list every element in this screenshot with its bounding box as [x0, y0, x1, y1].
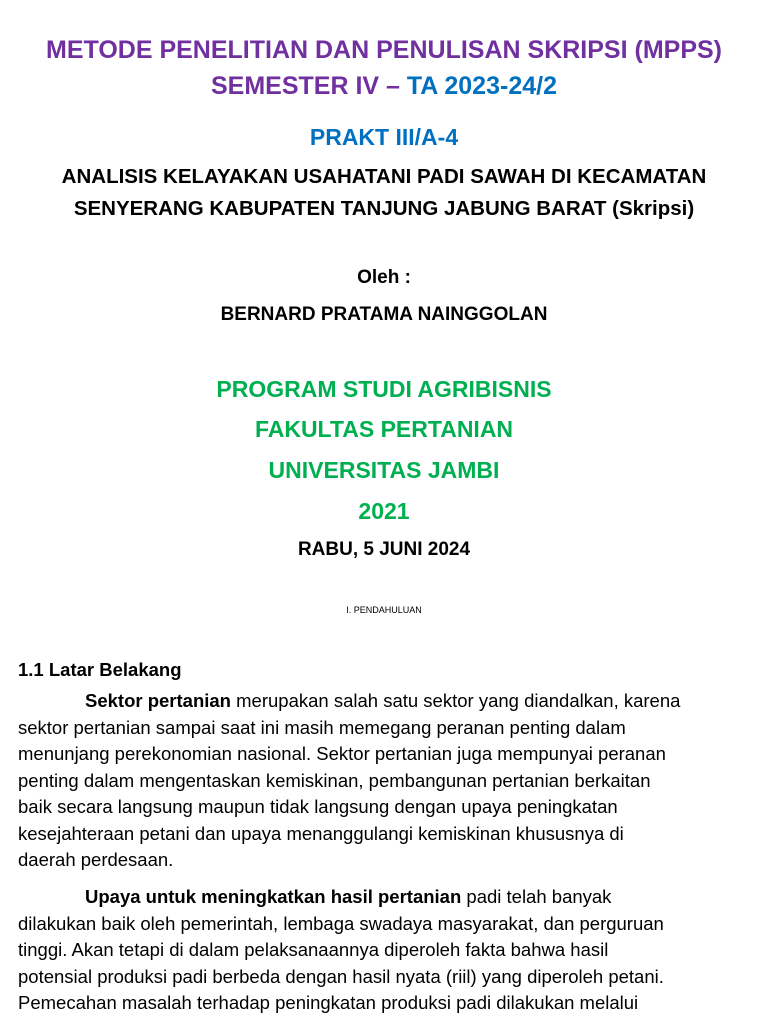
- practicum-code: PRAKT III/A-4: [309, 124, 459, 150]
- paragraph-2: [18, 884, 756, 1017]
- study-program: PROGRAM STUDI AGRIBISNIS: [216, 376, 552, 402]
- thesis-title-line-1: ANALISIS KELAYAKAN USAHATANI PADI SAWAH DI KECAMATAN: [61, 165, 707, 188]
- chapter-title: I. PENDAHULUAN: [346, 605, 422, 615]
- paragraph-line: dilakukan baik oleh pemerintah, lembaga swadaya masyarakat, dan perguruan: [18, 912, 664, 934]
- paragraph-lead: Sektor pertanian: [85, 690, 231, 711]
- thesis-title-line-2: SENYERANG KABUPATEN TANJUNG JABUNG BARAT (Skripsi): [73, 197, 695, 220]
- thesis-title: [0, 161, 768, 225]
- paragraph-line: Sektor pertanian merupakan salah satu sektor yang diandalkan, karena: [85, 690, 681, 711]
- academic-year: TA 2023-24/2: [406, 72, 557, 100]
- faculty: FAKULTAS PERTANIAN: [254, 416, 514, 442]
- paragraph-line: tinggi. Akan tetapi di dalam pelaksanaannya diperoleh fakta bahwa hasil: [18, 939, 609, 960]
- paragraph-line: daerah perdesaan.: [18, 849, 174, 870]
- presentation-date: RABU, 5 JUNI 2024: [297, 539, 471, 560]
- paragraph-line: potensial produksi padi berbeda dengan hasil nyata (riil) yang diperoleh petani.: [18, 965, 664, 987]
- semester-line: [0, 70, 768, 102]
- by-label: Oleh :: [357, 267, 411, 288]
- author-name: BERNARD PRATAMA NAINGGOLAN: [220, 304, 548, 325]
- paragraph-line: Pemecahan masalah terhadap peningkatan produksi padi dilakukan melalui: [18, 992, 639, 1013]
- paragraph-line: Upaya untuk meningkatkan hasil pertanian padi telah banyak: [85, 886, 612, 907]
- paragraph-line: penting dalam mengentaskan kemiskinan, pembangunan pertanian berkaitan: [18, 769, 651, 791]
- paragraph-line: kesejahteraan petani dan upaya menanggulangi kemiskinan khususnya di: [18, 822, 624, 844]
- section-heading: 1.1 Latar Belakang: [18, 659, 182, 680]
- year: 2021: [358, 498, 410, 524]
- paragraph-line: menunjang perekonomian nasional. Sektor pertanian juga mempunyai peranan: [18, 743, 666, 764]
- university: UNIVERSITAS JAMBI: [268, 457, 500, 483]
- course-title: METODE PENELITIAN DAN PENULISAN SKRIPSI (MPPS): [46, 36, 722, 64]
- semester-label: SEMESTER IV –: [211, 72, 407, 100]
- paragraph-lead: Upaya untuk meningkatkan hasil pertanian: [85, 886, 462, 907]
- paragraph-1: [18, 688, 756, 874]
- paragraph-line: baik secara langsung maupun tidak langsung dengan upaya peningkatan: [18, 796, 618, 817]
- paragraph-line: sektor pertanian sampai saat ini masih memegang peranan penting dalam: [18, 716, 626, 738]
